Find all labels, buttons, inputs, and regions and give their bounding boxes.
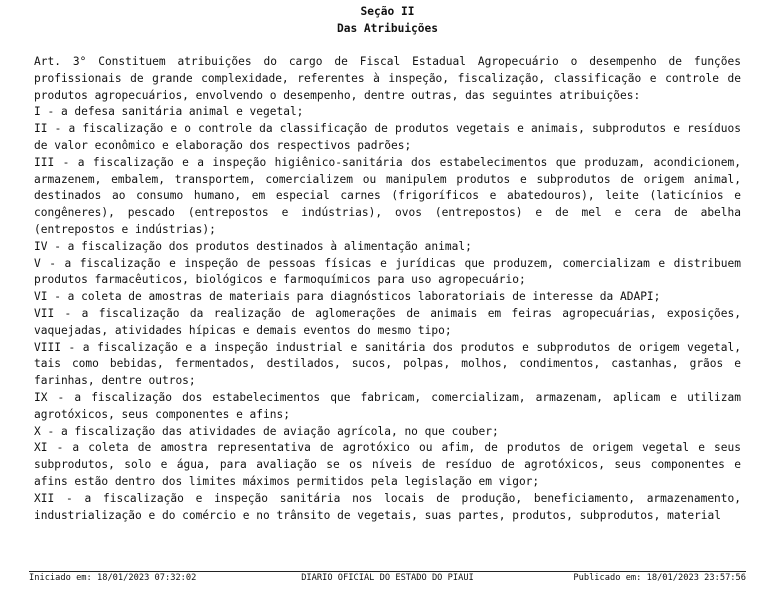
footer-divider <box>29 571 746 572</box>
footer-publication-name: DIARIO OFICIAL DO ESTADO DO PIAUI <box>301 573 474 583</box>
attribution-item-ii: II - a fiscalização e o controle da classificação de produtos vegetais e animais, subprodutos e resíduos de valor econômico e elaboração dos respectivos padrões; <box>34 122 741 152</box>
attribution-item-ix: IX - a fiscalização dos estabelecimentos que fabricam, comercializam, armazenam, aplicam e utilizam agrotóxicos, seus componentes e afins; <box>34 390 741 421</box>
attribution-item-vii: VII - a fiscalização da realização de aglomerações de animais em feiras agropecuárias, exposições, vaquejadas, atividades hípicas e demais eventos do mesmo tipo; <box>34 306 741 337</box>
attribution-item-i: I - a defesa sanitária animal e vegetal; <box>34 105 304 119</box>
attribution-item-viii: VIII - a fiscalização e a inspeção industrial e sanitária dos produtos e subprodutos de origem vegetal, tais como bebidas, fermentados, destilados, sucos, polpas, molhos, condimentos, castanhas, grãos e farinhas, dentre outros; <box>34 340 741 388</box>
footer-started-timestamp: Iniciado em: 18/01/2023 07:32:02 <box>29 573 197 583</box>
attribution-item-iii: III - a fiscalização e a inspeção higiênico-sanitária dos estabelecimentos que produzam, acondicionem, armazenem, embalem, transportem, comercializem ou manipulem produtos e subprodutos de origem animal, destinados ao consumo humano, em especial carnes (frigoríficos e abatedouros), leite (laticínios e congêneres), pescado (entrepostos e indústrias), ovos (entrepostos) e de mel e cera de abelha (entrepostos e indústrias); <box>34 155 741 236</box>
attribution-item-vi: VI - a coleta de amostras de materiais para diagnósticos laboratoriais de interesse da ADAPI; <box>34 290 661 304</box>
section-title: Seção II <box>360 5 415 18</box>
section-subtitle: Das Atribuições <box>336 22 439 35</box>
attribution-item-xi: XI - a coleta de amostra representativa de agrotóxico ou afim, de produtos de origem vegetal e seus subprodutos, solo e água, para avaliação se os níveis de resíduo de agrotóxicos, seus componentes e afins estão dentro dos limites máximos permitidos pela legislação em vigor; <box>34 441 741 488</box>
attribution-item-x: X - a fiscalização das atividades de aviação agrícola, no que couber; <box>34 424 499 438</box>
attribution-item-xii: XII - a fiscalização e inspeção sanitária nos locais de produção, beneficiamento, armazenamento, industrialização e do comércio e no trânsito de vegetais, suas partes, produtos, subprodutos, material <box>34 491 741 522</box>
article-body <box>34 54 741 524</box>
footer-published-timestamp: Publicado em: 18/01/2023 23:57:56 <box>573 573 746 583</box>
attribution-item-v: V - a fiscalização e inspeção de pessoas físicas e jurídicas que produzem, comercializam e distribuem produtos farmacêuticos, biológicos e farmoquímicos para uso agropecuário; <box>34 256 741 287</box>
article-intro-paragraph: Art. 3° Constituem atribuições do cargo de Fiscal Estadual Agropecuário o desempenho de funções profissionais de grande complexidade, referentes à inspeção, fiscalização, classificação e controle de produtos agropecuários, envolvendo o desempenho, dentre outras, das seguintes atribuições: <box>34 55 741 102</box>
attribution-item-iv: IV - a fiscalização dos produtos destinados à alimentação animal; <box>34 239 472 253</box>
